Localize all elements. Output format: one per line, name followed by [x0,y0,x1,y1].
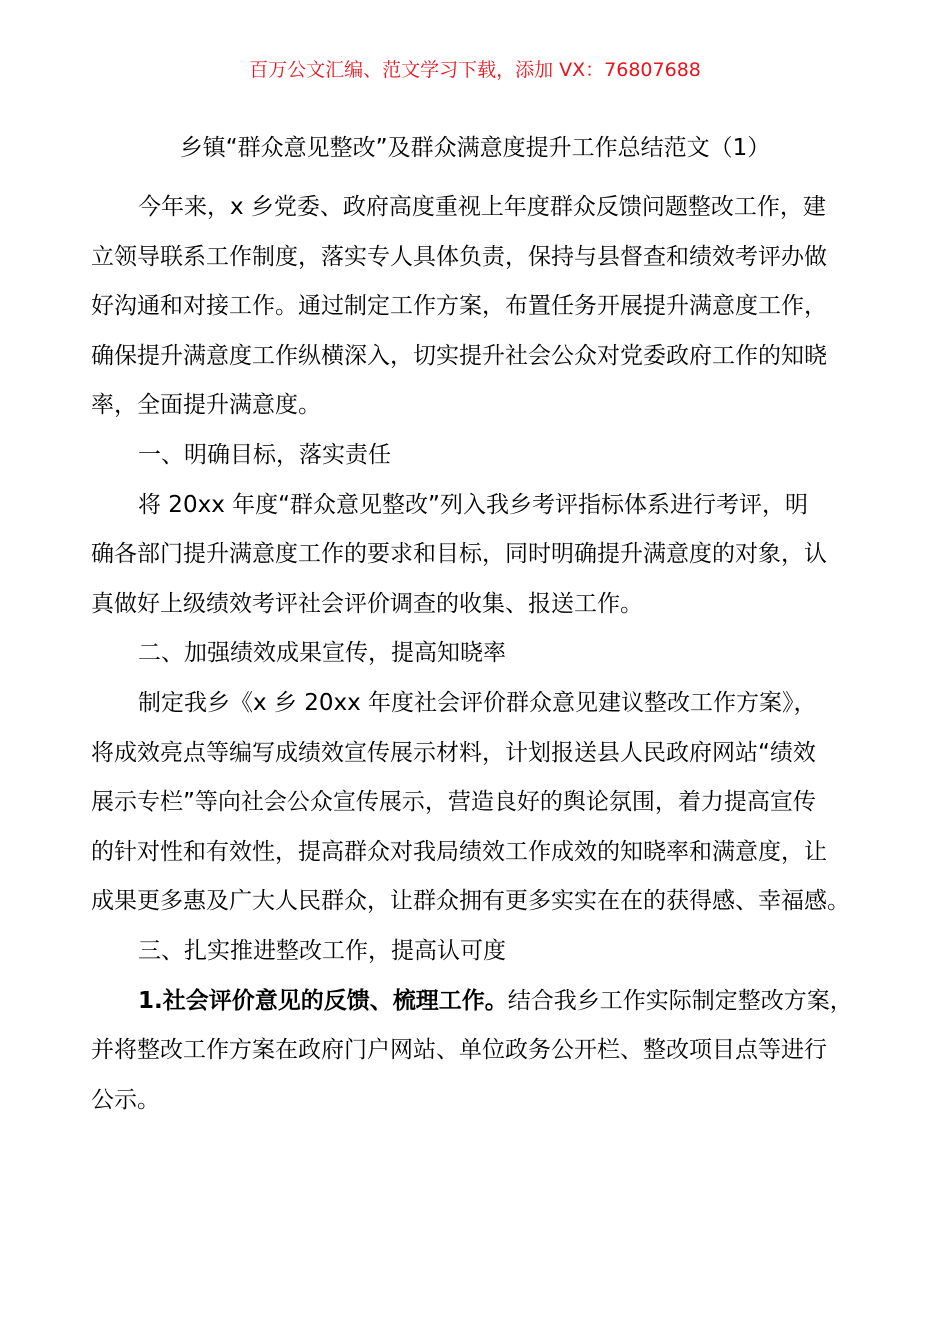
paragraph-line: 将成效亮点等编写成绩效宣传展示材料，计划报送县人民政府网站“绩效 [91,739,816,766]
watermark-header: 百万公文汇编、范文学习下载，添加 VX：76807688 [249,59,701,81]
paragraph-line: 二、加强绩效成果宣传，提高知晓率 [138,640,506,667]
paragraph-line [91,977,881,1027]
section-heading [91,431,881,481]
paragraph-line: 三、扎实推进整改工作，提高认可度 [138,937,506,964]
paragraph-line: 一、明确目标，落实责任 [138,441,391,468]
section-heading [91,629,881,679]
paragraph [91,481,881,630]
paragraph-line: 公示。 [91,1086,160,1113]
paragraph-line: 率，全面提升满意度。 [91,392,321,419]
paragraph-line: 将 20xx 年度“群众意见整改”列入我乡考评指标体系进行考评，明 [138,491,808,518]
bold-lead: 1.社会评价意见的反馈、梳理工作。 [138,987,508,1014]
paragraph [91,183,881,431]
paragraph [91,679,881,927]
paragraph-line: 确各部门提升满意度工作的要求和目标，同时明确提升满意度的对象，认 [91,541,827,568]
section-heading [91,927,881,977]
paragraph-line: 的针对性和有效性，提高群众对我局绩效工作成效的知晓率和满意度，让 [91,838,827,865]
paragraph-line: 确保提升满意度工作纵横深入，切实提升社会公众对党委政府工作的知晓 [91,342,827,369]
paragraph-line: 成果更多惠及广大人民群众，让群众拥有更多实实在在的获得感、幸福感。 [91,888,850,915]
paragraph [91,977,881,1126]
document-body [91,183,881,1125]
document-title: 乡镇“群众意见整改”及群众满意度提升工作总结范文（1） [179,135,771,161]
paragraph-line: 展示专栏”等向社会公众宣传展示，营造良好的舆论氛围，着力提高宣传 [91,789,816,816]
line-text: 结合我乡工作实际制定整改方案， [507,987,853,1014]
paragraph-line: 好沟通和对接工作。通过制定工作方案，布置任务开展提升满意度工作， [91,293,827,320]
paragraph-line: 立领导联系工作制度，落实专人具体负责，保持与县督查和绩效考评办做 [91,243,827,270]
paragraph-line: 真做好上级绩效考评社会评价调查的收集、报送工作。 [91,590,643,617]
paragraph-line: 制定我乡《x 乡 20xx 年度社会评价群众意见建议整改工作方案》， [138,689,817,716]
paragraph-line: 并将整改工作方案在政府门户网站、单位政务公开栏、整改项目点等进行 [91,1037,827,1064]
paragraph-line: 今年来，x 乡党委、政府高度重视上年度群众反馈问题整改工作，建 [138,194,826,220]
